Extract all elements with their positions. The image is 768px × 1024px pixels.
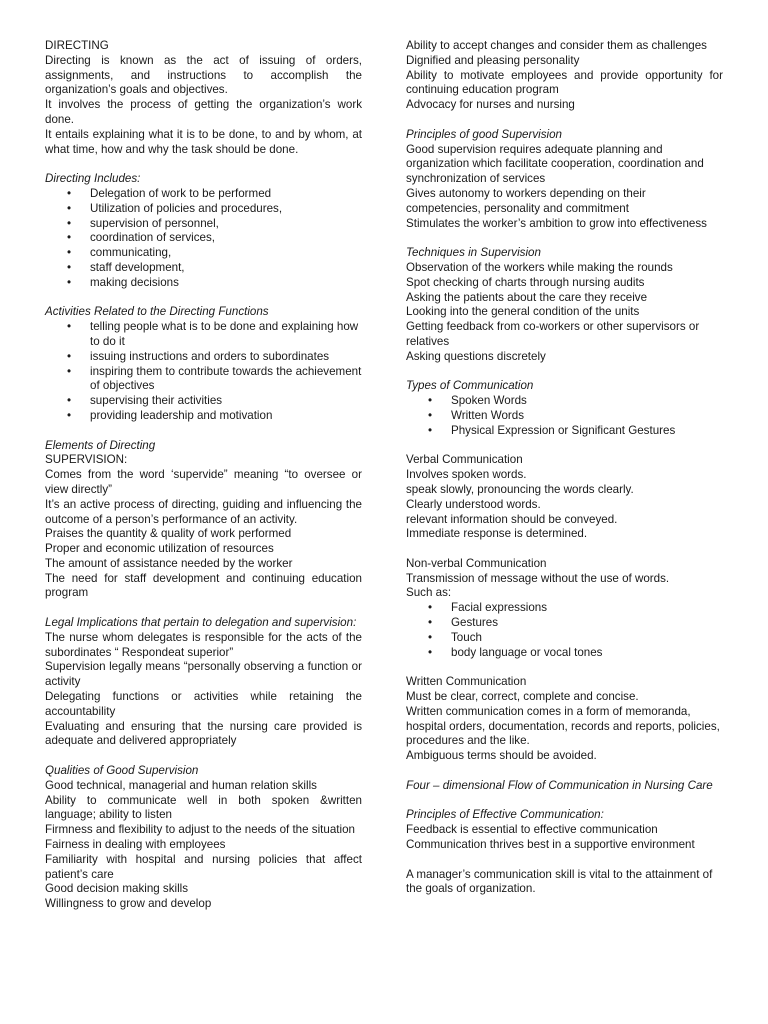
closing-paragraph: A manager’s communication skill is vital to the attainment of the goals of organization. [406, 867, 713, 896]
text-line: Good decision making skills [45, 882, 189, 896]
text-line: It’s an active process of directing, guiding and influencing the outcome of a person’s performance of an activity. [45, 497, 362, 526]
heading-nonverbal: Non-verbal Communication [406, 556, 547, 570]
heading-qualities: Qualities of Good Supervision [45, 764, 199, 778]
text-line: The amount of assistance needed by the worker [45, 556, 293, 570]
list-item: • Facial expressions [406, 601, 723, 616]
bullet-list-types [406, 394, 723, 438]
list-item: • Written Words [406, 409, 723, 424]
text-line: The nurse whom delegates is responsible for the acts of the subordinates “ Respondeat superior” [45, 630, 362, 659]
paragraph: Directing is known as the act of issuing of orders, assignments, and instructions to accomplish the organization’s goals and objectives. [45, 53, 362, 97]
text-line: Evaluating and ensuring that the nursing care provided is adequate and delivered appropriately [45, 719, 362, 748]
text-line: Clearly understood words. [406, 497, 541, 511]
text-line: Ability to communicate well in both spoken &written language; ability to listen [45, 793, 362, 822]
text-line: Asking questions discretely [406, 349, 546, 363]
supervision-label: SUPERVISION: [45, 453, 128, 467]
list-item: • Touch [406, 631, 723, 646]
paragraph: It entails explaining what it is to be done, to and by whom, at what time, how and why the task should be done. [45, 127, 362, 156]
heading-verbal: Verbal Communication [406, 453, 523, 467]
list-item: • inspiring them to contribute towards the achievement of objectives [45, 365, 362, 395]
heading-principles-supervision: Principles of good Supervision [406, 127, 562, 141]
list-item: • telling people what is to be done and explaining how to do it [45, 320, 362, 350]
text-line: Advocacy for nurses and nursing [406, 98, 575, 112]
text-line: Delegating functions or activities while retaining the accountability [45, 690, 362, 718]
text-line: Gives autonomy to workers depending on their competencies, personality and commitment [406, 186, 646, 215]
list-item: • Spoken Words [406, 394, 723, 409]
text-line: Observation of the workers while making the rounds [406, 260, 673, 274]
text-line: Such as: [406, 586, 452, 600]
text-line: Good technical, managerial and human relation skills [45, 778, 317, 792]
text-line: Ability to motivate employees and provide opportunity for continuing education program [406, 68, 723, 97]
text-line: Transmission of message without the use of words. [406, 571, 670, 585]
paragraph: It involves the process of getting the organization’s work done. [45, 98, 362, 126]
text-line: Comes from the word ‘supervide” meaning “to oversee or view directly” [45, 468, 362, 496]
text-line: Ability to accept changes and consider them as challenges [406, 39, 707, 52]
text-line: Looking into the general condition of the units [406, 305, 640, 319]
text-line: Immediate response is determined. [406, 527, 588, 541]
text-line: relevant information should be conveyed. [406, 512, 618, 526]
list-item: • Utilization of policies and procedures, [45, 202, 362, 217]
bullet-list-activities [45, 320, 362, 424]
text-line: The need for staff development and continuing education program [45, 571, 362, 600]
heading-legal: Legal Implications that pertain to delegation and supervision: [45, 616, 357, 630]
list-item: • Gestures [406, 616, 723, 631]
text-line: Proper and economic utilization of resources [45, 542, 274, 556]
text-line: Praises the quantity & quality of work performed [45, 527, 292, 541]
text-line: Familiarity with hospital and nursing policies that affect patient’s care [45, 852, 362, 881]
text-line: Written communication comes in a form of memoranda, hospital orders, documentation, records and reports, policies, procedures and the like. [406, 704, 720, 748]
section-title-directing: DIRECTING [45, 39, 109, 52]
text-line: Stimulates the worker’s ambition to grow into effectiveness [406, 216, 707, 230]
list-item: • supervision of personnel, [45, 217, 362, 232]
text-line: Willingness to grow and develop [45, 897, 212, 911]
text-line: Communication thrives best in a supportive environment [406, 838, 695, 852]
heading-activities: Activities Related to the Directing Functions [45, 305, 269, 319]
list-item: • communicating, [45, 246, 362, 261]
list-item: • staff development, [45, 261, 362, 276]
heading-written: Written Communication [406, 675, 527, 689]
list-item: • coordination of services, [45, 231, 362, 246]
heading-four-dimensional: Four – dimensional Flow of Communication in Nursing Care [406, 778, 713, 792]
list-item: • body language or vocal tones [406, 646, 723, 661]
heading-elements: Elements of Directing [45, 438, 156, 452]
text-line: Involves spoken words. [406, 468, 527, 482]
text-line: Ambiguous terms should be avoided. [406, 749, 597, 763]
left-column [45, 39, 362, 912]
bullet-list-includes [45, 187, 362, 291]
heading-techniques: Techniques in Supervision [406, 246, 541, 260]
text-line: Feedback is essential to effective communication [406, 823, 658, 837]
list-item: • issuing instructions and orders to subordinates [45, 350, 362, 365]
text-line: Fairness in dealing with employees [45, 838, 226, 852]
list-item: • Physical Expression or Significant Gestures [406, 424, 723, 439]
list-item: • Delegation of work to be performed [45, 187, 362, 202]
bullet-list-nonverbal [406, 601, 723, 660]
list-item: • making decisions [45, 276, 362, 291]
heading-types-communication: Types of Communication [406, 379, 534, 393]
right-column [406, 39, 723, 897]
heading-principles-communication: Principles of Effective Communication: [406, 808, 604, 822]
text-line: Supervision legally means “personally observing a function or activity [45, 660, 362, 689]
text-line: Firmness and flexibility to adjust to the needs of the situation [45, 823, 355, 837]
text-line: speak slowly, pronouncing the words clearly. [406, 482, 634, 496]
text-line: Getting feedback from co-workers or other supervisors or relatives [406, 320, 700, 348]
heading-directing-includes: Directing Includes: [45, 172, 141, 186]
text-line: Good supervision requires adequate planning and organization which facilitate cooperation, coordination and synchronization of services [406, 142, 704, 186]
list-item: • supervising their activities [45, 394, 362, 409]
text-line: Dignified and pleasing personality [406, 53, 580, 67]
text-line: Must be clear, correct, complete and concise. [406, 690, 639, 704]
text-line: Asking the patients about the care they receive [406, 290, 648, 304]
list-item: • providing leadership and motivation [45, 409, 362, 424]
text-line: Spot checking of charts through nursing audits [406, 275, 645, 289]
